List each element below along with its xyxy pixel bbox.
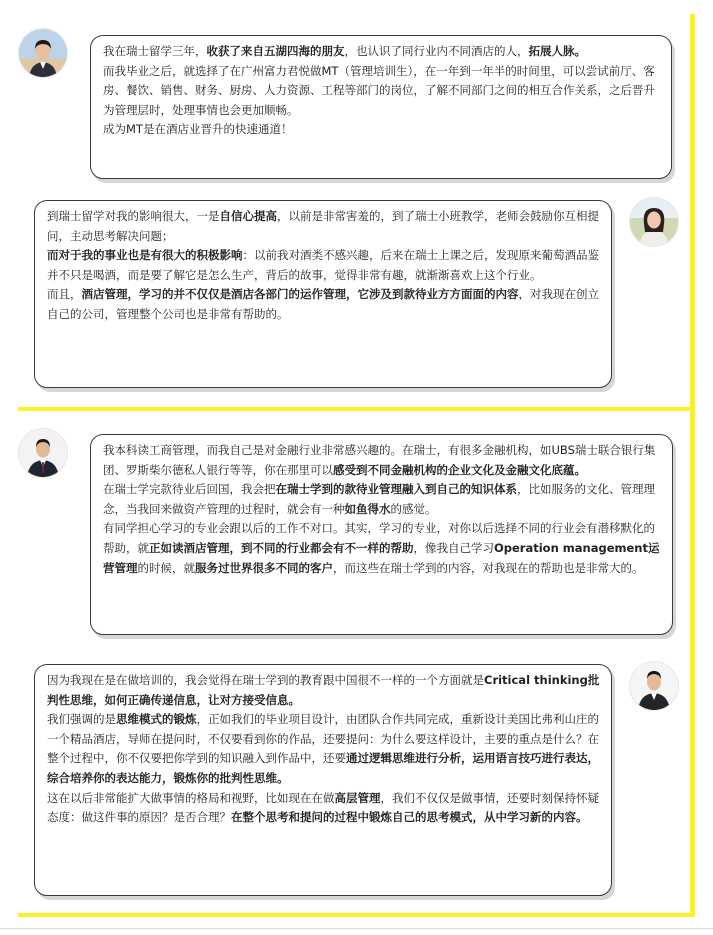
text-run: 我们强调的是 (47, 712, 116, 727)
bold-text: 收获了来自五湖四海的朋友 (206, 44, 345, 58)
frame-right-line (690, 14, 695, 916)
frame-bottom-line (18, 913, 695, 917)
text-run: ，而这些在瑞士学到的内容，对我现在的帮助也是非常大的。 (333, 560, 644, 575)
text-run: 我在瑞士留学三年， (103, 44, 207, 58)
text-run: ，我们不仅仅是做事情，还要时刻保持怀疑态度：做这件事的原因？是否合理？ (47, 790, 599, 825)
bold-text: 在整个思考和提问的过程中锻炼自己的思考模式，从中学习新的内容。 (231, 810, 588, 825)
bold-text: 如鱼得水 (344, 501, 391, 516)
text-run: 有同学担心学习的专业会跟以后的工作不对口。其实，学习的专业，对你以后选择不同的行业会有潜移默化的帮助，就 (103, 521, 655, 555)
bubble-paragraph (103, 120, 661, 140)
text-run: 这在以后非常能扩大做事情的格局和视野，比如现在在做 (47, 790, 335, 805)
speech-bubble-4 (34, 664, 612, 896)
bold-text: 自信心提高 (219, 209, 277, 223)
bold-text: 拓展人脉。 (528, 44, 586, 58)
text-run: 我本科读工商管理，而我自己是对金融行业非常感兴趣的。在瑞士，有很多金融机构，如UBS瑞士联合银行集团、罗斯柴尔德私人银行等等，你在那里可以 (103, 443, 656, 477)
bubble-text (103, 42, 661, 140)
bubble-paragraph (103, 62, 661, 121)
bubble-paragraph (47, 246, 601, 285)
bold-text: Critical thinking批判性思维，如何正确传递信息，让对方接受信息。 (47, 673, 600, 707)
text-run: 因为我现在是在做培训的，我会觉得在瑞士学到的教育跟中国很不一样的一个方面就是 (47, 673, 484, 687)
text-run: ，像我自己学习 (413, 540, 494, 555)
bold-text: 高层管理 (334, 790, 381, 805)
bubble-paragraph (103, 441, 662, 480)
bold-text: 思维模式的锻炼 (116, 712, 197, 727)
avatar-male-trainer (629, 661, 679, 711)
bold-text: 通过逻辑思维进行分析，运用语言技巧进行表达，综合培养你的表达能力，锻炼你的批判性思维。 (47, 751, 599, 785)
page-edge-line (0, 928, 713, 929)
text-run: ，正如我们的毕业项目设计，由团队合作共同完成，重新设计美国比弗利山庄的一个精品酒店，导师在提问时，不仅要看到你的作品，还要提问：为什么要这样设计，主要的重点是什么？在整个过程中，你不仅要把你学到的知识融入到作品中，还要 (47, 712, 599, 766)
speech-bubble-3 (90, 434, 673, 635)
bubble-paragraph (103, 480, 662, 519)
bold-text: 酒店管理，学习的并不仅仅是酒店各部门的运作管理，它涉及到款待业方方面面的内容 (81, 287, 519, 302)
text-run: 的时候，就 (137, 560, 195, 575)
bold-text: 在瑞士学到的款待业管理融入到自己的知识体系 (275, 482, 517, 497)
text-run: ，以前是非常害羞的，到了瑞士小班教学，老师会鼓励你互相提问，主动思考解决问题； (47, 209, 599, 243)
bubble-text (103, 441, 662, 578)
text-run: ，对我现在创立自己的公司，管理整个公司也是非常有帮助的。 (47, 287, 599, 321)
bold-text: 正如读酒店管理，到不同的行业都会有不一样的帮助 (149, 540, 414, 555)
text-run: 的感觉。 (390, 501, 437, 516)
speech-bubble-1 (90, 35, 672, 179)
bold-text: 服务过世界很多不同的客户 (195, 560, 333, 575)
bubble-paragraph (47, 710, 601, 788)
frame-divider-line (18, 407, 695, 411)
bubble-paragraph (47, 671, 601, 710)
bold-text: Operation management运营管理 (103, 540, 660, 575)
bubble-paragraph (103, 42, 661, 62)
bubble-paragraph (47, 207, 601, 246)
text-run: 在瑞士学完款待业后回国，我会把 (103, 482, 276, 497)
text-run: 而且， (47, 287, 82, 302)
bubble-text (47, 671, 601, 828)
text-run: ：以前我对酒类不感兴趣，后来在瑞士上课之后，发现原来葡萄酒品鉴并不只是喝酒，而是要了解它是怎么生产，背后的故事，觉得非常有趣，就渐渐喜欢上这个行业。 (47, 248, 599, 282)
text-run: 到瑞士留学对我的影响很大，一是 (47, 209, 220, 223)
bubble-paragraph (47, 789, 601, 828)
bubble-text (47, 207, 601, 325)
text-run: 成为MT是在酒店业晋升的快速通道！ (103, 122, 293, 137)
bubble-paragraph (103, 519, 662, 578)
text-run: ，也认识了同行业内不同酒店的人， (344, 44, 529, 58)
speech-bubble-2 (34, 200, 612, 388)
text-run: ，比如服务的文化、管理理念，当我回来做资产管理的过程时，就会有一种 (103, 482, 655, 516)
avatar-female-student (629, 197, 679, 247)
text-run: 而我毕业之后，就选择了在广州富力君悦做MT（管理培训生），在一年到一年半的时间里，可以尝试前厅、客房、餐饮、销售、财务、厨房、人力资源、工程等部门的岗位，了解不同部门之间的相互合作关系，之后晋升为管理层时，处理事情也会更加顺畅。 (103, 63, 655, 117)
avatar-male-student (18, 28, 68, 78)
avatar-male-professional (18, 428, 68, 478)
bold-text: 感受到不同金融机构的企业文化及金融文化底蕴。 (333, 462, 586, 477)
bubble-paragraph (47, 285, 601, 324)
bold-text: 而对于我的事业也是有很大的积极影响 (47, 248, 243, 263)
